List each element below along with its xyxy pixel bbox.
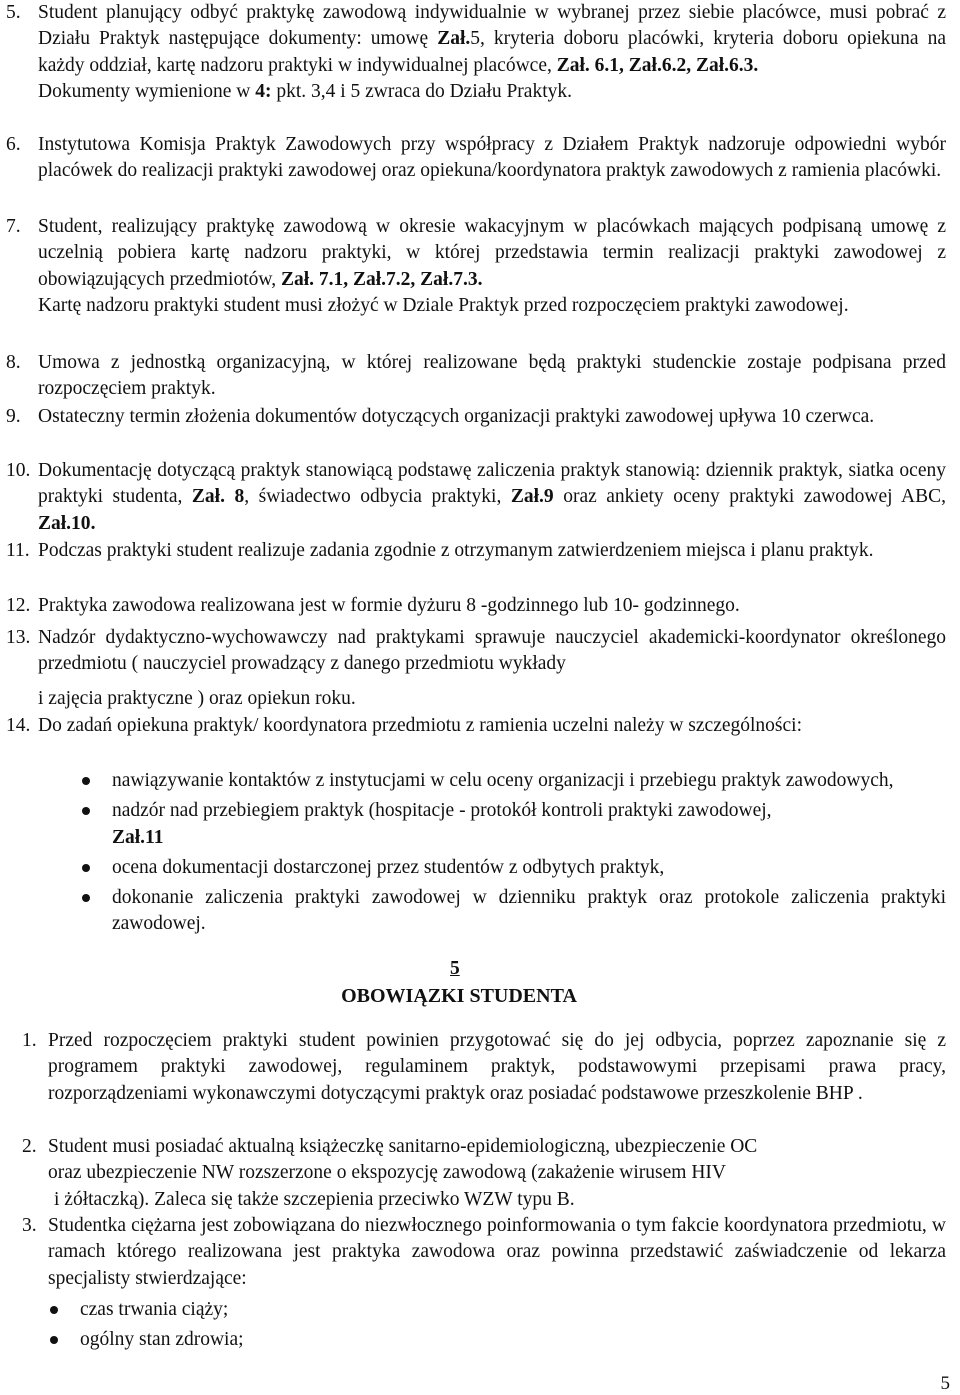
bullet-item: dokonanie zaliczenia praktyki zawodowej w dzienniku praktyk oraz protokole zaliczenia praktyki zawodowej.: [0, 885, 946, 938]
item-paragraph: [38, 214, 946, 293]
bullet-item: nawiązywanie kontaktów z instytucjami w celu oceny organizacji i przebiegu praktyk zawodowych,: [0, 768, 946, 794]
section-list-item-2: [0, 1134, 946, 1213]
item-number: 7.: [6, 216, 21, 237]
item-paragraph: Kartę nadzoru praktyki student musi złożyć w Dziale Praktyk przed rozpoczęciem praktyki zawodowej.: [38, 294, 849, 316]
attachment-ref: Zał. 7.1, Zał.7.2, Zał.7.3.: [280, 268, 483, 290]
list-item-8: [0, 350, 946, 403]
item-body: Przed rozpoczęciem praktyki student powinien przygotować się do jej odbycia, poprzez zapoznanie się z programem praktyki zawodowej, regulaminem praktyk, podstawowymi przepisami prawa pracy, rozporządzeniami wykonawczymi dotyczącymi praktyk oraz posiadać podstawowe przeszkolenie BHP .: [48, 1030, 946, 1104]
list-item-13: [0, 625, 946, 712]
item-body: [38, 214, 946, 319]
item-text: oraz ankiety oceny praktyki zawodowej ABC,: [553, 486, 947, 508]
item-text: Student planujący odbyć praktykę zawodową indywidualnie w wybranej przez siebie placówce, musi pobrać z Działu Praktyk następujące dokumenty: umowę: [38, 2, 946, 50]
bullet-item: [0, 798, 946, 851]
list-item-12: [0, 593, 946, 619]
item-number: 3.: [22, 1215, 37, 1236]
item-number: 1.: [22, 1030, 37, 1051]
item-body: Praktyka zawodowa realizowana jest w formie dyżuru 8 -godzinnego lub 10- godzinnego.: [38, 595, 740, 616]
item-body: [48, 1134, 946, 1213]
bullet-item: ocena dokumentacji dostarczonej przez studentów z odbytych praktyk,: [0, 855, 946, 881]
page-number: 5: [940, 1373, 950, 1394]
item-text: , świadectwo odbycia praktyki,: [244, 486, 511, 508]
attachment-ref: Zał.9: [510, 486, 554, 508]
item-body: [38, 625, 946, 712]
attachment-ref: Zał.10: [38, 512, 91, 534]
item-text: pkt. 3,4 i 5 zwraca do Działu Praktyk.: [271, 80, 572, 102]
item-number: 6.: [6, 134, 21, 155]
item-text: Student, realizujący praktykę zawodową w okresie wakacyjnym w placówkach mających podpisaną umowę z uczelnią pobiera kartę nadzoru praktyki, w której przedstawia termin realizacji praktyki zawodowej z obowiązujących przedmiotów,: [38, 216, 946, 290]
item-number: 9.: [6, 406, 21, 427]
item-body: Podczas praktyki student realizuje zadania zgodnie z otrzymanym zatwierdzeniem miejsca i planu praktyk.: [38, 540, 874, 561]
item-number: 13.: [6, 627, 31, 648]
bullet-text: nadzór nad przebiegiem praktyk (hospitacje - protokół kontroli praktyki zawodowej,: [112, 800, 772, 822]
item-number: 14.: [6, 715, 31, 736]
item-text: 5, kryteria doboru placówki, kryteria doboru opiekuna na każdy oddział, kartę nadzoru praktyki w indywidualnej placówce,: [38, 28, 946, 76]
bullet-item: ogólny stan zdrowia;: [0, 1327, 946, 1353]
attachment-ref: Zał. 8: [191, 486, 245, 508]
item-text: Dokumentację dotyczącą praktyk stanowiącą podstawę zaliczenia praktyk stanowią: dziennik praktyk, siatka oceny praktyki studenta,: [38, 460, 946, 508]
section-list-item-1: [0, 1028, 946, 1107]
attachment-ref: Zał. 6.1, Zał.6.2, Zał.6.3.: [556, 54, 759, 76]
list-item-10: [0, 458, 946, 537]
paragraph-ref: 4:: [255, 80, 272, 102]
item-paragraph: [38, 0, 946, 79]
section-number: 5: [450, 958, 460, 979]
item-body: Studentka ciężarna jest zobowiązana do niezwłocznego poinformowania o tym fakcie koordynatora przedmiotu, w ramach którego realizowana jest praktyka zawodowa oraz powinna przedstawić zaświadczenie od lekarza specjalisty stwierdzające:: [48, 1215, 946, 1289]
item-body: [38, 0, 946, 105]
item-paragraph: [38, 79, 946, 105]
duties-bullet-list: [0, 768, 946, 938]
item-body: Do zadań opiekuna praktyk/ koordynatora przedmiotu z ramienia uczelni należy w szczególności:: [38, 715, 802, 736]
attachment-ref: Zał.: [437, 28, 471, 50]
bullet-item: czas trwania ciąży;: [0, 1297, 946, 1323]
item-number: 5.: [6, 2, 21, 23]
section-list-item-3: [0, 1213, 946, 1292]
item-text: .: [90, 512, 96, 534]
item-body: Ostateczny termin złożenia dokumentów dotyczących organizacji praktyki zawodowej upływa 10 czerwca.: [38, 406, 875, 427]
item-number: 8.: [6, 352, 21, 373]
item-number: 2.: [22, 1136, 37, 1157]
item-paragraph: [38, 458, 946, 537]
list-item-7: [0, 214, 946, 319]
item-paragraph: Nadzór dydaktyczno-wychowawczy nad praktykami sprawuje nauczyciel akademicki-koordynator określonego przedmiotu ( nauczyciel prowadzący z danego przedmiotu wykłady: [38, 627, 946, 675]
item-line: i żółtaczką). Zaleca się także szczepienia przeciwko WZW typu B.: [54, 1188, 575, 1210]
list-item-11: [0, 538, 946, 564]
section-title: OBOWIĄZKI STUDENTA: [341, 985, 577, 1007]
item-text: Dokumenty wymienione w: [38, 80, 256, 102]
list-item-14: [0, 713, 946, 739]
attachment-ref: Zał.11: [112, 826, 164, 848]
list-item-9: [0, 404, 946, 430]
item-paragraph: i zajęcia praktyczne ) oraz opiekun roku.: [38, 687, 356, 709]
item-number: 12.: [6, 595, 31, 616]
item-line: oraz ubezpieczenie NW rozszerzone o ekspozycję zawodową (zakażenie wirusem HIV: [48, 1162, 726, 1184]
list-item-6: [0, 132, 946, 185]
item-body: [38, 458, 946, 537]
item-number: 10.: [6, 460, 31, 481]
list-item-5: [0, 0, 946, 105]
item-body: Umowa z jednostką organizacyjną, w której realizowane będą praktyki studenckie zostaje podpisana przed rozpoczęciem praktyk.: [38, 352, 946, 400]
health-bullet-list: [0, 1297, 946, 1354]
item-line: Student musi posiadać aktualną książeczkę sanitarno-epidemiologiczną, ubezpieczenie OC: [48, 1136, 758, 1157]
item-number: 11.: [6, 540, 30, 561]
item-body: Instytutowa Komisja Praktyk Zawodowych przy współpracy z Działem Praktyk nadzoruje odpowiedni wybór placówek do realizacji praktyki zawodowej oraz opiekuna/koordynatora praktyk zawodowych z ramienia placówki.: [38, 134, 946, 182]
